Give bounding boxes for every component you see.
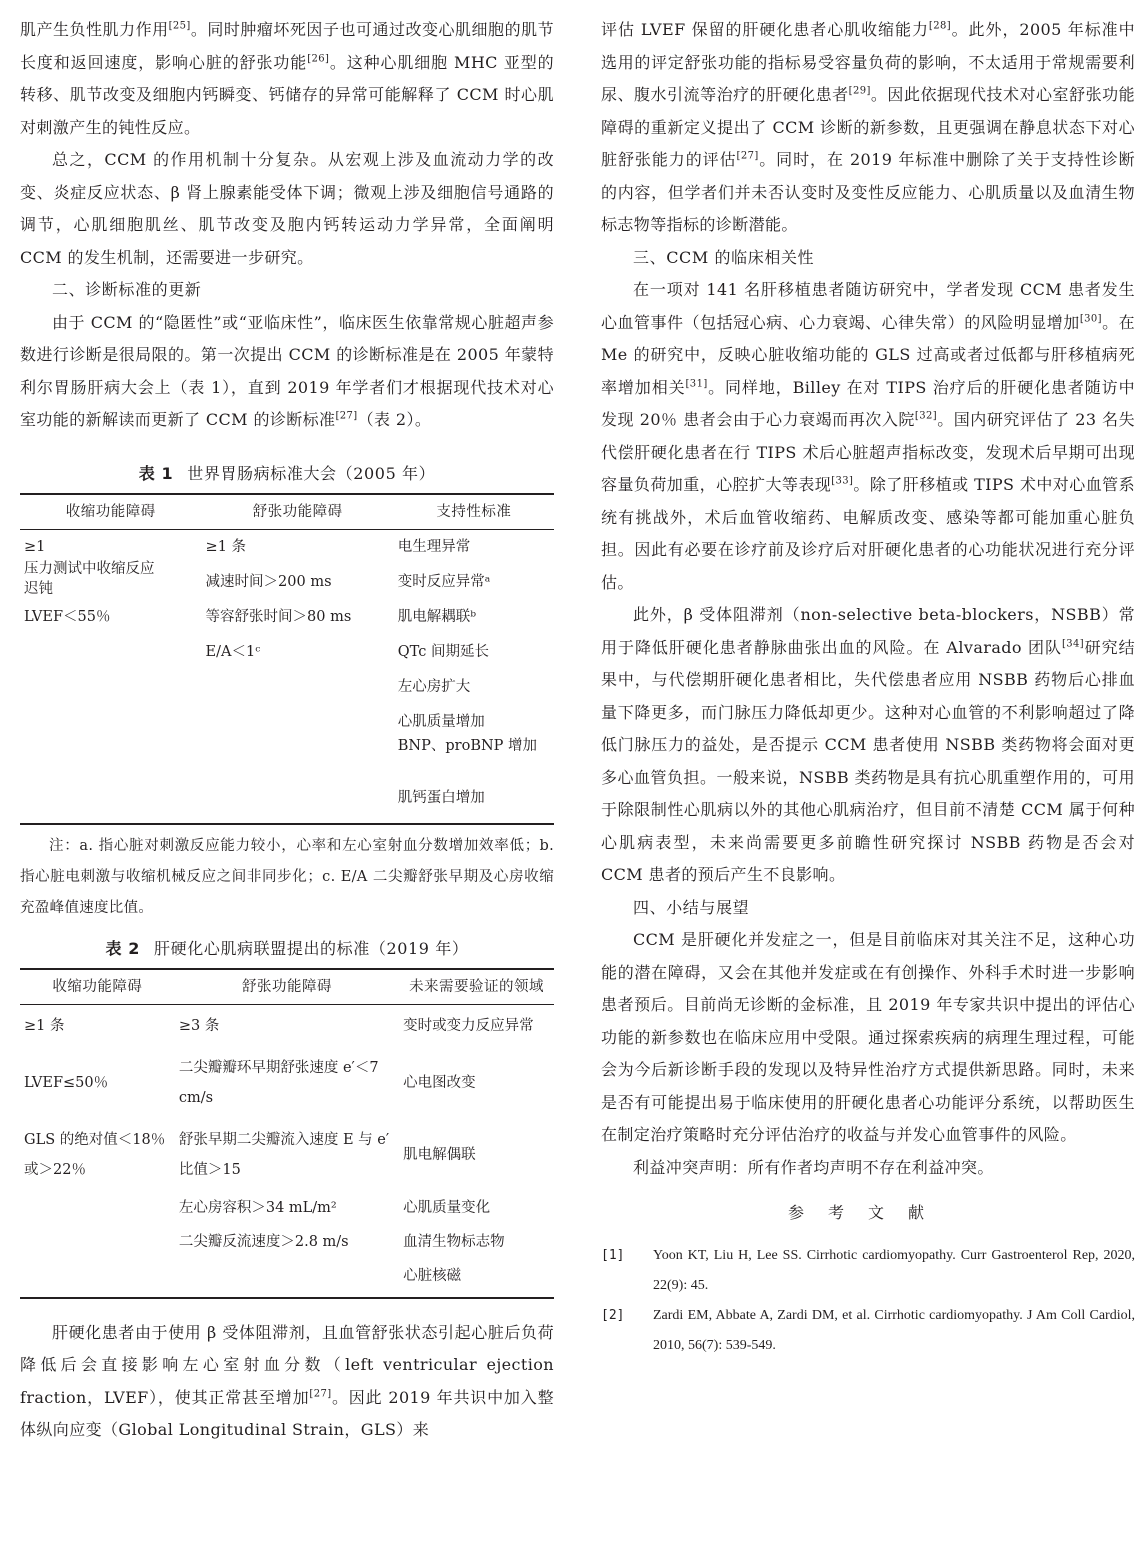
- table-cell: 血清生物标志物: [403, 1233, 505, 1250]
- paragraph: 此外，β 受体阻滞剂（non-selective beta-blockers，NSBB）常用于降低肝硬化患者静脉曲张出血的风险。在 Alvarado 团队[34]研究结果中，与代偿期肝硬化患者相比，失代偿患者应用 NSBB 药物后心排血量下降更多，而门脉压力降低却更少。这种对心血管的不利影响超过了降低门脉压力的益处，是否提示 CCM 患者使用 NSBB 类药物将会面对更多心血管负担。一般来说，NSBB 类药物是具有抗心肌重塑作用的，可用于除限制性心肌病以外的其他心肌病治疗，但目前不清楚 CCM 属于何种心肌病表型，未来尚需要更多前瞻性研究探讨 NSBB 药物是否会对 CCM 患者的预后产生不良影响。: [601, 605, 1136, 884]
- table-header-row: [20, 969, 554, 1005]
- table-cell: 肌钙蛋白增加: [397, 789, 485, 806]
- table-header: 收缩功能障碍: [20, 494, 202, 530]
- citation[interactable]: [34]: [1061, 638, 1085, 650]
- table-caption: 表 1 世界胃肠病标准大会（2005 年）: [138, 463, 436, 483]
- table-cell: 左心房扩大: [397, 678, 471, 695]
- paragraph: 在一项对 141 名肝移植患者随访研究中，学者发现 CCM 患者发生心血管事件（包括冠心病、心力衰竭、心律失常）的风险明显增加[30]。在 Me 的研究中，反映心脏收缩功能的 GLS 过高或者过低都与肝移植病死率增加相关[31]。同样地，Billey 在对 TIPS 治疗后的肝硬化患者随访中发现 20％ 患者会由于心力衰竭而再次入院[32]。国内研究评估了 23 名失代偿肝硬化患者在行 TIPS 术后心脏超声指标改变，发现术后早期可出现容量负荷加重，心腔扩大等表现[33]。除了肝移植或 TIPS 术中对心血管系统有挑战外，术后血管收缩药、电解质改变、感染等都可能加重心脏负担。因此有必要在诊疗前及诊疗后对肝硬化患者的心功能状况进行充分评估。: [601, 280, 1135, 592]
- table-header: 舒张功能障碍: [175, 969, 399, 1005]
- citation[interactable]: [27]: [309, 1388, 332, 1400]
- table-header: 收缩功能障碍: [20, 969, 175, 1005]
- table-header: 未来需要验证的领域: [399, 969, 554, 1005]
- left-column: [20, 14, 554, 1447]
- table-cell: 变时或变力反应异常: [403, 1017, 534, 1034]
- reference-text: Yoon KT, Liu H, Lee SS. Cirrhotic cardiomyopathy. Curr Gastroenterol Rep, 2020, 22(9): 45.: [653, 1248, 1135, 1293]
- table-cell: 二尖瓣瓣环早期舒张速度 e′＜7 cm/s: [178, 1059, 379, 1106]
- table-cell: 舒张早期二尖瓣流入速度 E 与 e′比值＞15: [178, 1131, 390, 1178]
- table-cell: BNP、proBNP 增加: [397, 737, 538, 754]
- section-heading: 二、诊断标准的更新: [52, 280, 202, 299]
- table-row: [20, 1119, 554, 1191]
- table-cell: [20, 1191, 175, 1225]
- table-cell: ≥1 条: [205, 538, 247, 555]
- table-cell: QTc 间期延长: [397, 643, 489, 660]
- conflict-of-interest: 利益冲突声明：所有作者均声明不存在利益冲突。: [633, 1157, 994, 1177]
- citation[interactable]: [33]: [831, 475, 854, 487]
- table-cell: E/A＜1ᶜ: [205, 643, 261, 660]
- table-header-row: [20, 494, 554, 530]
- table-cell: LVEF＜55％: [24, 608, 111, 625]
- paragraph: CCM 是肝硬化并发症之一，但是目前临床对其关注不足，这种心功能的潜在障碍，又会在其他并发症或在有创操作、外科手术时进一步影响患者预后。目前尚无诊断的金标准，且 2019 年专家共识中提出的评估心功能的新参数也在临床应用中受限。通过探索疾病的病理生理过程，可能会为今后新诊断手段的发现以及特异性治疗方式提供新思路。同时，未来是否有可能提出易于临床使用的肝硬化患者心功能评分系统，以帮助医生在制定治疗策略时充分评估治疗的收益与并发心血管事件的风险。: [601, 930, 1135, 1144]
- table-row: [20, 1191, 554, 1225]
- table-cell: GLS 的绝对值＜18％或＞22％: [24, 1131, 166, 1178]
- citation[interactable]: [27]: [736, 150, 759, 162]
- table-cell: 变时反应异常ᵃ: [397, 573, 491, 590]
- table-cell: 等容舒张时间＞80 ms: [205, 608, 352, 625]
- reference-number: [2]: [601, 1308, 625, 1323]
- table-cell: [20, 1259, 175, 1298]
- references-heading: 参考文献: [787, 1203, 948, 1222]
- table-header: 支持性标准: [394, 494, 554, 530]
- table-cell: 心脏核磁: [399, 1259, 554, 1298]
- table-cell: 二尖瓣反流速度＞2.8 m/s: [178, 1233, 349, 1250]
- table-cell: 肌电解偶联: [403, 1146, 476, 1163]
- table-cell: LVEF≤50％: [24, 1074, 109, 1091]
- section-heading: 三、CCM 的临床相关性: [633, 247, 815, 267]
- table-row: [20, 1225, 554, 1259]
- reference-item: [601, 1301, 1135, 1361]
- table-row: [20, 1259, 554, 1298]
- citation[interactable]: [26]: [307, 53, 330, 65]
- table-cell: 左心房容积＞34 mL/m²: [178, 1199, 337, 1216]
- table-cell: [20, 1225, 175, 1259]
- citation[interactable]: [30]: [1079, 313, 1102, 325]
- table-row: [20, 1047, 554, 1119]
- table-cell: ≥1 条: [24, 1017, 65, 1034]
- paragraph: 由于 CCM 的“隐匿性”或“亚临床性”，临床医生依靠常规心脏超声参数进行诊断是很局限的。第一次提出 CCM 的诊断标准是在 2005 年蒙特利尔胃肠肝病大会上（表 1），直到 2019 年学者们才根据现代技术对心室功能的新解读而更新了 CCM 的诊断标准[27]（表 2）。: [20, 312, 554, 429]
- citation[interactable]: [27]: [335, 410, 358, 422]
- table-caption: 表 2 肝硬化心肌病联盟提出的标准（2019 年）: [105, 938, 469, 958]
- table-cell: 电生理异常: [397, 538, 471, 555]
- paragraph: 评估 LVEF 保留的肝硬化患者心肌收缩能力[28]。此外，2005 年标准中选用的评定舒张功能的指标易受容量负荷的影响，不太适用于常规需要利尿、腹水引流等治疗的肝硬化患者[29]。因此依据现代技术对心室舒张功能障碍的重新定义提出了 CCM 诊断的新参数，且更强调在静息状态下对心脏舒张能力的评估[27]。同时，在 2019 年标准中删除了关于支持性诊断的内容，但学者们并未否认变时及变性反应能力、心肌质量以及血清生物标志物等指标的诊断潜能。: [601, 20, 1135, 234]
- table-cell: 减速时间＞200 ms: [205, 573, 332, 590]
- table-cell: 心电图改变: [403, 1074, 476, 1091]
- citation[interactable]: [29]: [848, 85, 871, 97]
- paragraph: 肌产生负性肌力作用[25]。同时肿瘤坏死因子也可通过改变心肌细胞的肌节长度和返回速度，影响心脏的舒张功能[26]。这种心肌细胞 MHC 亚型的转移、肌节改变及细胞内钙瞬变、钙储存的异常可能解释了 CCM 时心肌对刺激产生的钝性反应。: [20, 20, 554, 137]
- table-2: [20, 968, 554, 1299]
- right-column: [601, 14, 1135, 1361]
- table-header: 舒张功能障碍: [202, 494, 394, 530]
- table-1: [20, 493, 554, 825]
- table-cell: 心肌质量变化: [403, 1199, 491, 1216]
- paragraph: 肝硬化患者由于使用 β 受体阻滞剂，且血管舒张状态引起心脏后负荷降低后会直接影响左心室射血分数（left ventricular ejection fraction，LVEF），使其正常甚至增加[27]。因此 2019 年共识中加入整体纵向应变（Global Longitudinal Strain，GLS）来: [20, 1322, 554, 1439]
- section-heading: 四、小结与展望: [633, 897, 750, 917]
- table-cell: [175, 1259, 399, 1298]
- table-row: [20, 529, 554, 824]
- paragraph: 总之，CCM 的作用机制十分复杂。从宏观上涉及血流动力学的改变、炎症反应状态、β 肾上腺素能受体下调；微观上涉及细胞信号通路的调节，心肌细胞肌丝、肌节改变及胞内钙转运动力学异常，全面阐明 CCM 的发生机制，还需要进一步研究。: [20, 150, 554, 267]
- table-cell: 肌电解耦联ᵇ: [397, 608, 477, 625]
- citation[interactable]: [31]: [685, 378, 708, 390]
- reference-number: [1]: [601, 1248, 625, 1263]
- reference-text: Zardi EM, Abbate A, Zardi DM, et al. Cirrhotic cardiomyopathy. J Am Coll Cardiol, 2010, 56(7): 539-549.: [653, 1308, 1135, 1353]
- table-note: 注：a. 指心脏对刺激反应能力较小，心率和左心室射血分数增加效率低；b. 指心脏电刺激与收缩机械反应之间非同步化；c. E/A 二尖瓣舒张早期及心房收缩充盈峰值速度比值。: [20, 837, 554, 916]
- citation[interactable]: [25]: [168, 20, 191, 32]
- table-row: [20, 1004, 554, 1047]
- citation[interactable]: [32]: [914, 410, 938, 422]
- table-cell: 心肌质量增加: [397, 713, 485, 730]
- citation[interactable]: [28]: [928, 20, 952, 32]
- table-cell: ≥1: [24, 538, 46, 555]
- table-cell: 压力测试中收缩反应迟钝: [24, 560, 155, 597]
- reference-item: [601, 1241, 1135, 1301]
- table-cell: ≥3 条: [178, 1017, 220, 1034]
